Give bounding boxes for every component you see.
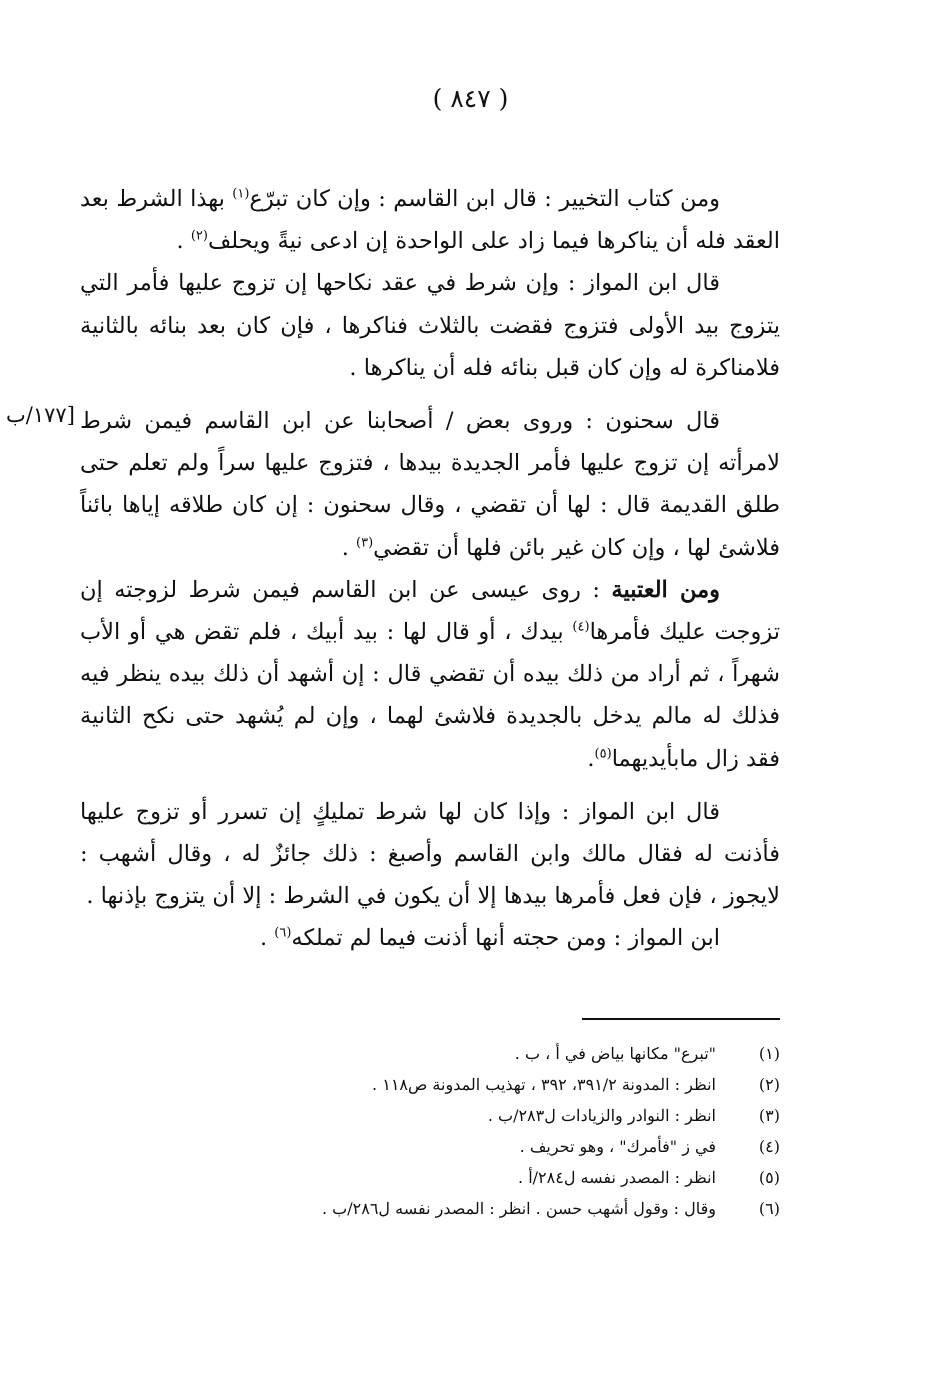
footnote-text: في ز "فأمرك" ، وهو تحريف . — [519, 1137, 716, 1156]
text-run: : روى عيسى عن ابن القاسم فيمن شرط لزوجته إن تزوجت عليك فأمرها — [80, 576, 780, 646]
paragraph — [80, 569, 780, 780]
paragraph — [80, 178, 780, 262]
paragraph — [80, 791, 780, 918]
footnote-number: (٢) — [758, 1075, 780, 1094]
footnote — [180, 1193, 780, 1224]
footnote-text: انظر : المدونة ٣٩١/٢، ٣٩٢ ، تهذيب المدونة ص١١٨ . — [372, 1075, 716, 1094]
paragraph — [80, 262, 780, 389]
text-run: بهذا الشرط بعد العقد فله أن يناكرها فيما زاد على الواحدة إن ادعى نيةً ويحلف — [80, 186, 780, 255]
footnote-text: انظر : المصدر نفسه ل٢٨٤/أ . — [518, 1168, 716, 1187]
paragraph — [80, 917, 780, 959]
footnotes-list — [180, 1038, 780, 1224]
text-run: قال ابن المواز : وإن شرط في عقد نكاحها إن تزوج عليها فأمر التي يتزوج بيد الأولى فتزوج فقضت بالثلاث فناكرها ، فإن كان بعد بنائه بالثانية فلامناكرة له وإن كان قبل بنائه فله أن يناكرها . — [80, 270, 780, 381]
footnote-number: (١) — [758, 1044, 780, 1063]
footnote-number: (٦) — [758, 1199, 780, 1218]
footnote-text: انظر : النوادر والزيادات ل٢٨٣/ب . — [487, 1106, 716, 1125]
footnote — [180, 1100, 780, 1131]
footnote — [180, 1131, 780, 1162]
text-run: . — [176, 228, 191, 255]
text-run: . — [341, 534, 357, 561]
footnote-text: وقال : وقول أشهب حسن . انظر : المصدر نفسه ل٢٨٦/ب . — [322, 1199, 716, 1218]
footnote-number: (٤) — [758, 1137, 780, 1156]
text-run: قال سحنون : وروى بعض / أصحابنا عن ابن القاسم فيمن شرط لامرأته إن تزوج عليها فأمر الجديدة بيدها ، فتزوج عليها سراً ولم تعلم حتى طلق القديمة قال : لها أن تقضي ، وقال سحنون : إن كان طلاقه إياها بائناً فلاشئ لها ، وإن كان غير بائن فلها أن تقضي — [80, 408, 780, 561]
footnote-separator — [582, 1018, 780, 1020]
main-text — [80, 178, 780, 960]
footnote — [180, 1162, 780, 1193]
text-run: . — [587, 745, 595, 772]
text-run: . — [259, 925, 275, 952]
footnote-reference: (٢) — [190, 228, 208, 244]
text-run: قال ابن المواز : وإذا كان لها شرط تمليكٍ إن تسرر أو تزوج عليها فأذنت له فقال مالك وابن القاسم وأصبغ : ذلك جائزٌ له ، وقال أشهب : لايجوز ، فإن فعل فأمرها بيدها إلا أن يكون في الشرط : إلا أن يتزوج بإذنها . — [80, 798, 780, 910]
text-run: ومن كتاب التخيير : قال ابن القاسم : وإن كان تبرّع — [249, 186, 720, 212]
footnote — [180, 1069, 780, 1100]
footnote-reference: (٥) — [594, 746, 612, 762]
footnote — [180, 1038, 780, 1069]
paragraph — [80, 400, 780, 569]
footnote-reference: (٦) — [274, 925, 292, 941]
paragraph-gap — [80, 780, 780, 791]
footnote-reference: (٤) — [572, 619, 590, 635]
footnote-text: "تبرع" مكانها بياض في أ ، ب . — [514, 1044, 716, 1063]
page-number: ( ٨٤٧ ) — [432, 84, 509, 113]
source-title: ومن العتبية — [611, 576, 720, 603]
paragraph-gap — [80, 389, 780, 400]
text-run: ابن المواز : ومن حجته أنها أذنت فيما لم تملكه — [291, 925, 720, 952]
manuscript-folio-marker: [١٧٧/ب — [6, 403, 75, 427]
footnote-reference: (٣) — [356, 535, 374, 551]
footnote-number: (٣) — [758, 1106, 780, 1125]
footnote-number: (٥) — [758, 1168, 780, 1187]
text-run: بيدك ، أو قال لها : بيد أبيك ، فلم تقض هي أو الأب شهراً ، ثم أراد من ذلك بيده أن تقضي قال : إن أشهد أن ذلك بيده ينظر فيه فذلك له مالم يدخل بالجديدة فلاشئ لهما ، وإن لم يُشهد حتى نكح الثانية فقد زال مابأيديهما — [80, 619, 780, 772]
footnote-reference: (١) — [232, 186, 250, 202]
